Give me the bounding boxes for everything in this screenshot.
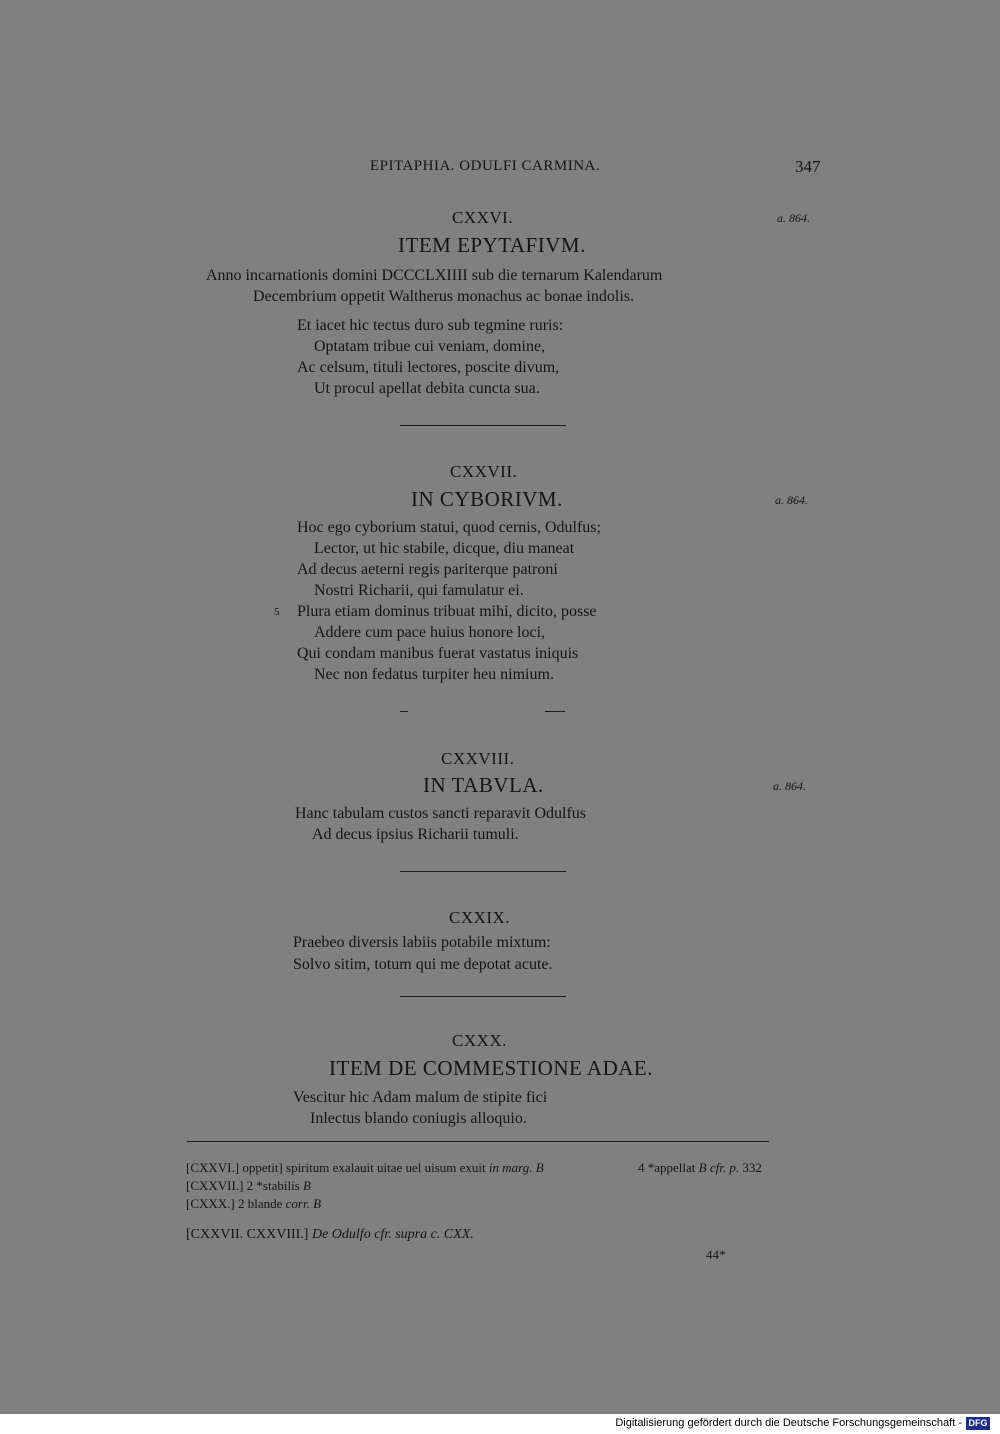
footnote-text: [CXXVI.] oppetit] spiritum exalauit uitae uel uisum exuit — [186, 1160, 486, 1175]
poem-title: IN CYBORIVM. — [411, 487, 563, 511]
poem-date: a. 864. — [773, 779, 806, 793]
footnote-rule — [187, 1141, 769, 1142]
footnote-text: 332 — [742, 1160, 762, 1175]
poem-title: ITEM DE COMMESTIONE ADAE. — [329, 1056, 653, 1080]
poem-number: CXXX. — [452, 1031, 507, 1050]
verse-line: Addere cum pace huius honore loci, — [314, 624, 546, 641]
section-divider — [400, 711, 408, 712]
signature-mark: 44* — [706, 1247, 726, 1262]
verse-line: Plura etiam dominus tribuat mihi, dicito, posse — [297, 603, 597, 620]
footnote-text: [CXXVII. CXXVIII.] — [186, 1227, 309, 1242]
footnote-siglum: B — [303, 1178, 311, 1193]
verse-line: Inlectus blando coniugis alloquio. — [310, 1110, 527, 1127]
verse-line: Ad decus ipsius Richarii tumuli. — [312, 826, 519, 843]
running-title: EPITAPHIA. ODULFI CARMINA. — [370, 158, 601, 174]
verse-line: Optatam tribue cui veniam, domine, — [314, 338, 546, 355]
poem-date: a. 864. — [777, 211, 810, 225]
verse-line: Qui condam manibus fuerat vastatus iniquis — [297, 645, 579, 662]
footnote — [186, 1227, 474, 1243]
verse-line: Hoc ego cyborium statui, quod cernis, Odulfus; — [297, 519, 601, 536]
footnote-siglum: corr. B — [285, 1196, 322, 1211]
verse-line: Nec non fedatus turpiter heu nimium. — [314, 666, 554, 683]
dfg-footer-bar — [0, 1414, 1000, 1434]
verse-line: Ac celsum, tituli lectores, poscite divum, — [297, 359, 560, 376]
footnote — [638, 1160, 762, 1176]
verse-number: 5 — [274, 606, 280, 618]
poem-number: CXXVIII. — [441, 749, 515, 768]
poem-number: CXXVI. — [452, 208, 514, 227]
verse-line: Et iacet hic tectus duro sub tegmine ruris: — [297, 317, 564, 334]
prose-line: Decembrium oppetit Waltherus monachus ac bonae indolis. — [253, 288, 634, 305]
poem-number: CXXVII. — [450, 462, 518, 481]
footnote-siglum: B cfr. p. — [698, 1160, 740, 1175]
verse-line: Praebeo diversis labiis potabile mixtum: — [293, 934, 551, 951]
verse-line: Ut procul apellat debita cuncta sua. — [314, 380, 540, 397]
footnote-text: [CXXVII.] 2 *stabilis — [186, 1178, 300, 1193]
footnote — [186, 1178, 311, 1194]
dfg-logo[interactable]: DFG — [966, 1417, 990, 1430]
poem-date: a. 864. — [775, 493, 808, 507]
poem-title: IN TABVLA. — [423, 773, 544, 797]
poem-title: ITEM EPYTAFIVM. — [398, 233, 586, 257]
dfg-credit-text: Digitalisierung gefördert durch die Deutsche Forschungsgemeinschaft - — [615, 1417, 962, 1429]
footnote-text: [CXXX.] 2 blande — [186, 1196, 283, 1211]
verse-line: Solvo sitim, totum qui me depotat acute. — [293, 956, 553, 973]
prose-line: Anno incarnationis domini DCCCLXIIII sub die ternarum Kalendarum — [206, 267, 663, 284]
section-divider — [400, 425, 566, 426]
section-divider — [400, 871, 566, 872]
footnote — [186, 1160, 544, 1176]
verse-line: Nostri Richarii, qui famulatur ei. — [314, 582, 524, 599]
page-number: 347 — [795, 157, 821, 176]
footnote-reference: De Odulfo cfr. supra c. CXX. — [311, 1227, 474, 1242]
section-divider — [400, 996, 566, 997]
verse-line: Ad decus aeterni regis pariterque patroni — [297, 561, 558, 578]
poem-number: CXXIX. — [449, 908, 511, 927]
footnote-text: 4 *appellat — [638, 1160, 696, 1175]
footnote — [186, 1196, 321, 1212]
verse-line: Lector, ut hic stabile, dicque, diu maneat — [314, 540, 575, 557]
footnote-siglum: in marg. B — [488, 1160, 544, 1175]
section-divider — [545, 711, 565, 712]
verse-line: Vescitur hic Adam malum de stipite fici — [293, 1089, 548, 1106]
verse-line: Hanc tabulam custos sancti reparavit Odulfus — [295, 805, 587, 822]
